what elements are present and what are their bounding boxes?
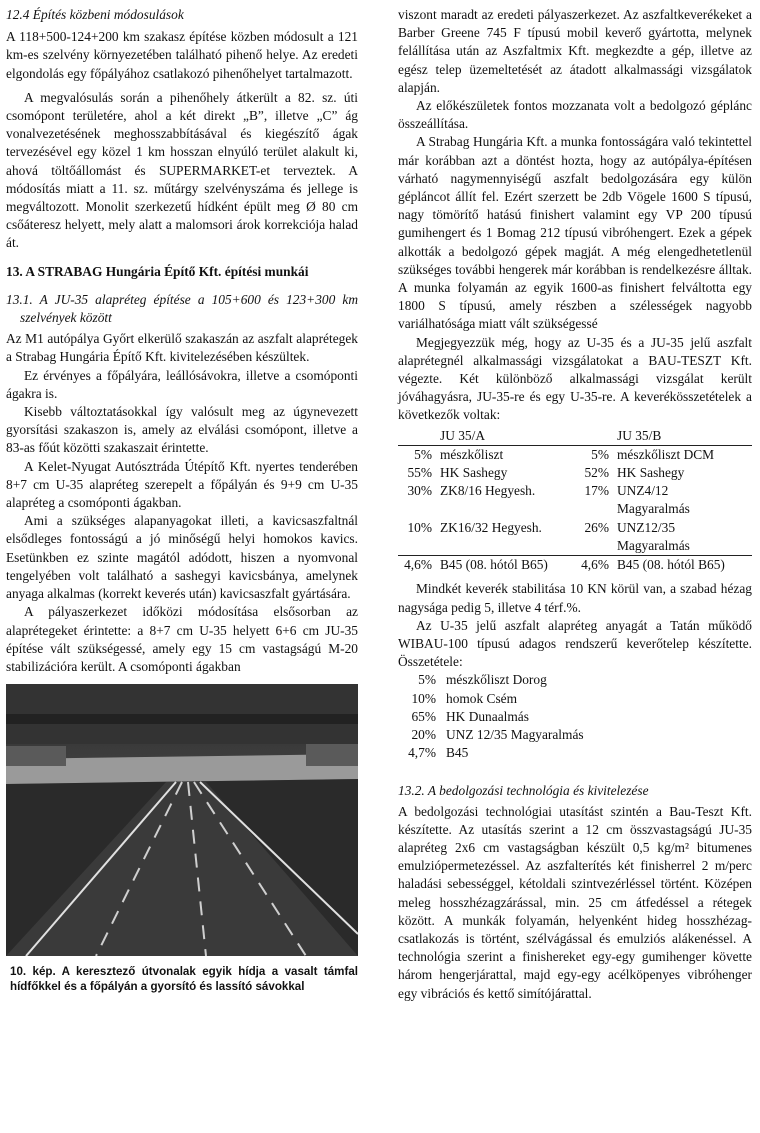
table-cell: HK Sashegy: [617, 465, 685, 481]
paragraph: Ami a szükséges alapanyagokat illeti, a kavicsaszfaltnál elsődleges fontosságú a jó minőségű helyi homokos kavics. Esetünkben ez szinte magától adódott, hiszen a nyomvonal tengelyében volt található a sashegyi kavicsbánya, amelynek anyaga alkalmas (korrekt keverés után) kavicsaszfalt gyártására.: [6, 513, 358, 602]
table-cell: [398, 537, 436, 556]
paragraph: Megjegyezzük még, hogy az U-35 és a JU-35 jelű aszfalt alaprétegnél alkalmassági vizsgálatokat a BAU-TESZT Kft. végezte. Két különböző alkalmassági vizsgálat került jóváhagyásra, JU-35-re és egy U-35-re. A keverékösszetételek a következők voltak:: [398, 334, 752, 423]
paragraph: Mindkét keverék stabilitása 10 KN körül van, a szabad hézag nagysága pedig 5, illetve 4 térf.%.: [398, 581, 752, 615]
section-title-12-4: 12.4 Építés közbeni módosulások: [6, 7, 184, 22]
mix-composition-table: [398, 427, 752, 575]
table-cell: 10%: [407, 519, 432, 535]
right-column: [398, 6, 752, 1003]
table-row: [398, 482, 752, 500]
highway-bridge-photo: [6, 684, 358, 956]
table-header-ju35a: JU 35/A: [436, 427, 575, 446]
paragraph: Az M1 autópálya Győrt elkerülő szakaszán az aszfalt alaprétegek a Strabag Hungária Építő Kft. kivitelezésében készültek.: [6, 331, 358, 365]
table-row: [398, 519, 752, 537]
table-cell: 5%: [591, 446, 609, 462]
table-cell: HK Sashegy: [440, 465, 508, 481]
table-cell: 4,6%: [398, 556, 436, 575]
table-cell: Magyaralmás: [617, 537, 690, 553]
table-cell: 17%: [584, 483, 609, 499]
table-cell: 52%: [584, 465, 609, 481]
composition-list: [398, 671, 752, 762]
photo-caption: 10. kép. A keresztező útvonalak egyik hídja a vasalt támfal hídfőkkel és a főpályán a gyorsító és lassító sávokkal: [10, 965, 358, 994]
table-cell: [575, 500, 613, 518]
list-item: 20% UNZ 12/35 Magyaralmás: [411, 726, 584, 742]
table-cell: mészkőliszt DCM: [617, 446, 715, 462]
table-cell: [436, 500, 575, 518]
table-cell: B45 (08. hótól B65): [613, 556, 752, 575]
table-row: [398, 464, 752, 482]
table-header-row: [398, 427, 752, 446]
paragraph: A bedolgozási technológiai utasítást szintén a Bau-Teszt Kft. készítette. Az utasítás szerint a 12 cm összvastagságú JU-35 alapréteg 2x6 cm vastagságban készült 0,5 kg/m² bitumenes emulziópermetezéssel. Az aszfalterítés két finisherrel 2 m/perc haladási sebességgel, kétoldali szintvezérléssel történt. Középen meleg hosszhézagzárással, min. 25 cm átfedéssel a rétegek között. A munkák folyamán, helyenként hideg hosszhézag-csatlakozás is történt, szélvágással és emulziós alákenéssel. A technológia szerint a finishereket egy-egy gumihenger követte három hengerjárattal, majd egy-egy acélköpenyes vibróhenger egy vibrációs és kettő simítójárattal.: [398, 803, 752, 1001]
section-title-13: 13. A STRABAG Hungária Építő Kft. építési munkái: [6, 263, 309, 279]
paragraph: Kisebb változtatásokkal így valósult meg az úgynevezett gyorsítási szakaszon is, amely az elválási csomópont, illetve a 83-as főút közötti szakaszait érintette.: [6, 404, 358, 456]
table-cell: Magyaralmás: [617, 501, 690, 517]
table-row: [398, 537, 752, 556]
table-cell: 30%: [407, 483, 432, 499]
section-title-13-1: 13.1. A JU-35 alapréteg építése a 105+600 és 123+300 km szelvények között: [6, 291, 358, 326]
table-cell: 55%: [407, 465, 432, 481]
table-cell: 26%: [584, 519, 609, 535]
list-item: 65% HK Dunaalmás: [411, 708, 529, 724]
table-row: [398, 500, 752, 518]
paragraph: viszont maradt az eredeti pályaszerkezet. Az aszfaltkeverékeket a Barber Greene 745 F típusú mobil keverő gyártotta, melynek felállítása után az Aszfaltmix Kft. megkezdte a gép, illetve az egész telep üzemeltetését az átadott alkalmassági vizsgálatok alapján.: [398, 7, 752, 95]
table-row: [398, 556, 752, 575]
paragraph: A Kelet-Nyugat Autósztráda Útépítő Kft. nyertes tenderében 8+7 cm U-35 alapréteg szerepelt a főpályán és 9+9 cm U-35 alapréteg a csomóponti ágakban.: [6, 458, 358, 511]
table-cell: mészkőliszt: [440, 446, 504, 462]
table-cell: UNZ4/12: [617, 483, 669, 499]
table-cell: 5%: [414, 446, 432, 462]
table-cell: [436, 537, 575, 556]
table-cell: [398, 500, 436, 518]
table-cell: [575, 537, 613, 556]
section-title-13-2: 13.2. A bedolgozási technológia és kivitelezése: [398, 783, 649, 799]
paragraph: Az U-35 jelű aszfalt alapréteg anyagát a Tatán működő WIBAU-100 típusú adagos rendszerű keverőtelep készítette. Összetétele:: [398, 617, 752, 670]
table-cell: ZK16/32 Hegyesh.: [440, 519, 542, 535]
paragraph: A 118+500-124+200 km szakasz építése közben módosult a 121 km-es szelvény környezetében található pihenő helye. Az eredeti elgondolás egy főpályához csatlakozó pihenőhelyet tartalmazott.: [6, 29, 358, 81]
table-header-ju35b: JU 35/B: [613, 427, 752, 446]
table-row: [398, 445, 752, 464]
list-item: 4,7% B45: [408, 745, 469, 761]
table-cell: 4,6%: [575, 556, 613, 575]
table-cell: B45 (08. hótól B65): [436, 556, 575, 575]
table-cell: ZK8/16 Hegyesh.: [440, 483, 536, 499]
paragraph: Az előkészületek fontos mozzanata volt a bedolgozó géplánc összeállítása.: [398, 98, 752, 132]
paragraph: A megvalósulás során a pihenőhely átkerült a 82. sz. úti csomópont területére, ahol a két direkt „B”, illetve „C” ág vonalvezetésének meghosszabbításával és kiegészítő ágak tervezésével egy közel 1 km hosszan elnyúló terület alakult ki, ahová töltőállomást és SUPERMARKET-et terveztek. A módosítás miatt a 11. sz. műtárgy szelvényszáma és jellege is megváltozott. Monolit szerkezetű hídként épült meg Ø 80 cm csőáteresz helyett, mely alatt a malomsori árok korrekciója halad át.: [6, 89, 358, 251]
list-item: 5% mészkőliszt Dorog: [418, 672, 547, 688]
list-item: 10% homok Csém: [411, 690, 518, 706]
paragraph: A pályaszerkezet időközi módosítása elsősorban az alaprétegeket érintette: a 8+7 cm U-35 helyett 6+6 cm JU-35 építése vált szükségessé, amely egy 15 cm vastagságú M-20 stabilizációra került. A csomóponti ágakban: [6, 604, 358, 674]
left-column: [6, 6, 358, 994]
paragraph: Ez érvényes a főpályára, leállósávokra, illetve a csomóponti ágakra is.: [6, 367, 358, 401]
photo-illustration: [6, 684, 358, 956]
paragraph: A Strabag Hungária Kft. a munka fontosságára való tekintettel már korábban azt a döntést hozta, hogy az autópálya-építésen várható nagymennyiségű aszfalt bedolgozására egy külön gépláncot állít fel. Ezért szerzett be 2db Vögele 1600 S típusú, nagy tömörítő hatású finishert valamint egy VP 200 típusú gumihengert és 1 Bomag 212 típusú vibróhengert. Ezek a gépek alkották a bedolgozó gépek magját. A még elengedhetetlenül szükséges további hengerek már korábban is rendelkezésre álltak. A munka folyamán az egyik 1600-as finishert felváltotta egy 1800 S típusú, amely részben a szélességek nagyobb variálhatósága miatt vált szükségessé: [398, 134, 752, 332]
table-cell: UNZ12/35: [617, 519, 676, 535]
